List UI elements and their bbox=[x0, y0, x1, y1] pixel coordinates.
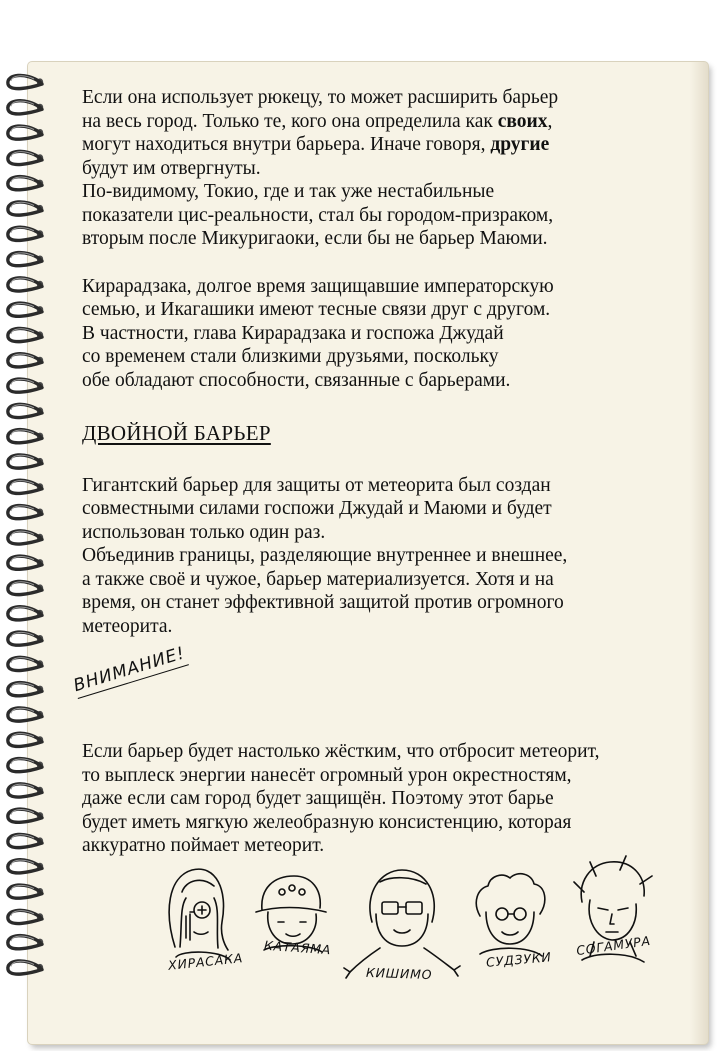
spiral-ring bbox=[8, 404, 43, 417]
text-segment-0-2: , могут находиться внутри барьера. Иначе говоря, bbox=[82, 110, 553, 155]
spiral-ring bbox=[8, 379, 43, 392]
spiral-ring bbox=[8, 708, 43, 721]
character-label-5: СОГАМУРА bbox=[575, 932, 652, 959]
character-label-3: КИШИМО bbox=[365, 964, 433, 983]
warning-note bbox=[82, 740, 702, 858]
spiral-ring bbox=[8, 556, 43, 569]
spiral-ring bbox=[8, 328, 43, 341]
spiral-ring bbox=[8, 910, 43, 923]
spiral-ring bbox=[8, 657, 43, 670]
spiral-ring bbox=[8, 784, 43, 797]
spiral-ring bbox=[8, 834, 43, 847]
spiral-ring bbox=[8, 885, 43, 898]
spiral-ring bbox=[8, 278, 43, 291]
warning-label: ВНИМАНИЕ! bbox=[71, 643, 188, 699]
spiral-ring bbox=[8, 177, 43, 190]
spiral-ring bbox=[8, 759, 43, 772]
spiral-ring bbox=[8, 809, 43, 822]
section-heading: ДВОЙНОЙ БАРЬЕР bbox=[82, 421, 271, 445]
text-segment-0-0: Если она использует рюкецу, то может расширить барьер на весь город. Только те, кого она определила как bbox=[82, 87, 559, 132]
paragraph-barrier-intro bbox=[82, 86, 682, 251]
spiral-ring bbox=[8, 430, 43, 443]
spiral-binding bbox=[0, 70, 60, 990]
character-portrait-4 bbox=[476, 874, 545, 956]
spiral-ring bbox=[8, 126, 43, 139]
spiral-ring bbox=[8, 480, 43, 493]
page-content bbox=[82, 86, 682, 638]
character-portrait-1 bbox=[169, 869, 230, 960]
text-segment-1-0: Кирарадзака, долгое время защищавшие императорскую семью, и Икагашики имеют тесные связи друг с другом. В частности, глава Кирарадзака и госпожа Джудай со временем стали близкими друзьями, поскольку обе обладают способности, связанные с барьерами. bbox=[82, 275, 554, 391]
spiral-ring bbox=[8, 151, 43, 164]
character-label-1: ХИРАСАКА bbox=[167, 950, 244, 973]
spiral-ring bbox=[8, 202, 43, 215]
character-label-2: КАТАЯМА bbox=[263, 937, 332, 958]
spiral-ring bbox=[8, 455, 43, 468]
spiral-ring bbox=[8, 961, 43, 974]
spiral-ring bbox=[8, 101, 43, 114]
text-segment-0-1: своих bbox=[497, 110, 548, 132]
paragraph-kiraradzaka bbox=[82, 275, 682, 393]
paragraph-warning: Если барьер будет настолько жёстким, что отбросит метеорит, то выплеск энергии нанесёт огромный урон окрестностям, даже если сам город будет защищён. Поэтому этот барье будет иметь мягкую желеобразную консистенцию, которая аккуратно поймает метеорит. bbox=[82, 741, 600, 856]
spiral-ring bbox=[8, 860, 43, 873]
character-portrait-3 bbox=[344, 870, 460, 978]
paragraph-double-barrier: Гигантский барьер для защиты от метеорита был создан совместными силами госпожи Джудай и Маюми и будет использован только один раз. Объединив границы, разделяющие внутреннее и внешнее, а также своё и чужое, барьер материализуется. Хотя и на время, он станет эффективной защитой против огромного метеорита. bbox=[82, 474, 568, 637]
spiral-ring bbox=[8, 581, 43, 594]
spiral-ring bbox=[8, 936, 43, 949]
spiral-ring bbox=[8, 354, 43, 367]
spiral-ring bbox=[8, 303, 43, 316]
spiral-ring bbox=[8, 75, 43, 88]
spiral-ring bbox=[8, 632, 43, 645]
spiral-ring bbox=[8, 531, 43, 544]
character-label-4: СУДЗУКИ bbox=[485, 949, 553, 970]
spiral-ring bbox=[8, 227, 43, 240]
spiral-ring bbox=[8, 607, 43, 620]
spiral-ring bbox=[8, 506, 43, 519]
spiral-ring bbox=[8, 683, 43, 696]
text-segment-0-4: будут им отвергнуты. По-видимому, Токио, где и так уже нестабильные показатели цис-реальности, стал бы городом-призраком, вторым после Микуригаоки, если бы не барьер Маюми. bbox=[82, 157, 554, 249]
text-segment-0-3: другие bbox=[490, 134, 550, 155]
spiral-ring bbox=[8, 253, 43, 266]
character-sketches bbox=[150, 852, 690, 992]
spiral-ring bbox=[8, 733, 43, 746]
